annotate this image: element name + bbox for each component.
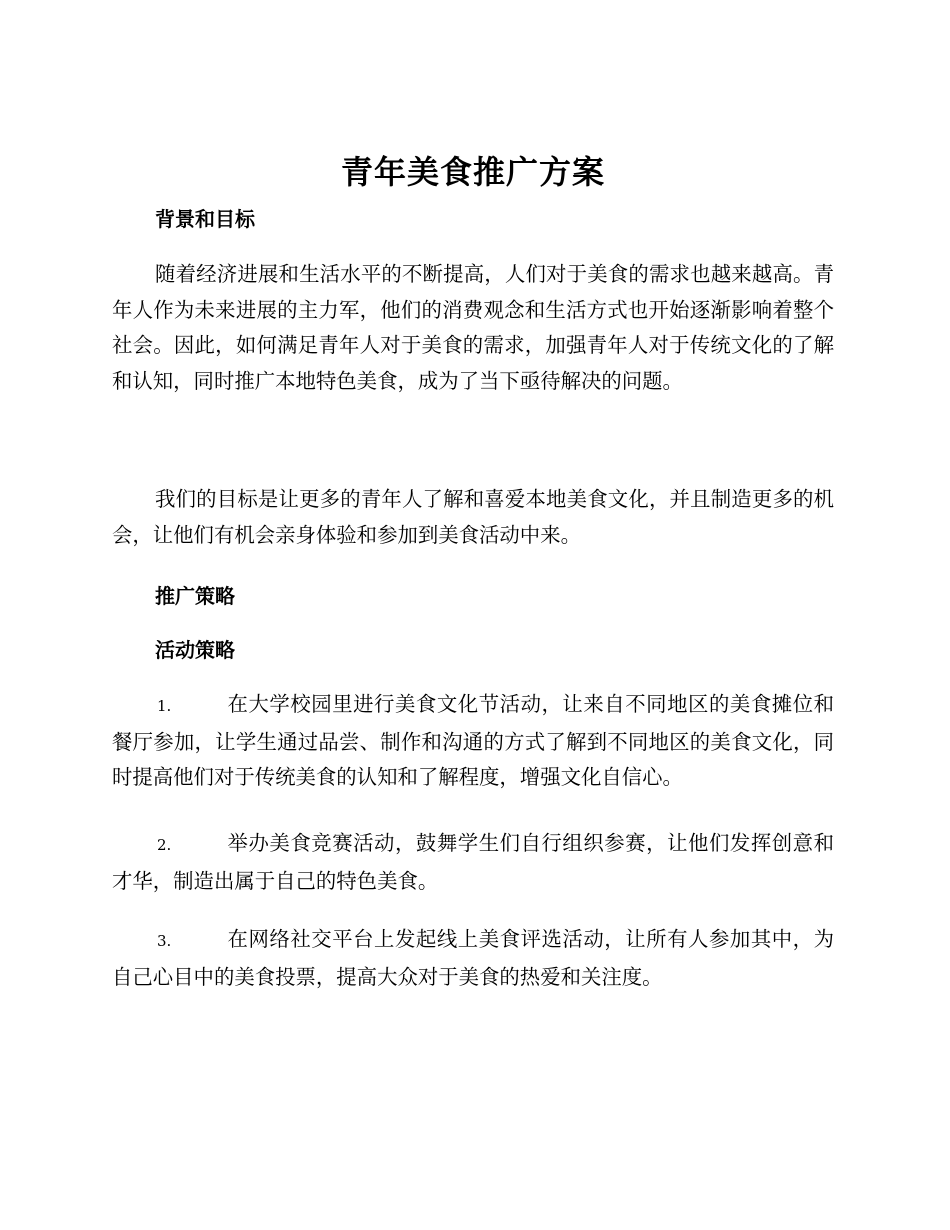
paragraph-goal: 我们的目标是让更多的青年人了解和喜爱本地美食文化，并且制造更多的机会，让他们有机会亲身体验和参加到美食活动中来。	[112, 487, 834, 547]
activity-item	[112, 922, 834, 995]
activity-text: 在大学校园里进行美食文化节活动，让来自不同地区的美食摊位和餐厅参加，让学生通过品尝、制作和沟通的方式了解到不同地区的美食文化，同时提高他们对于传统美食的认知和了解程度，增强文化自信心。	[112, 692, 834, 789]
activity-number: 2.	[157, 836, 172, 854]
activity-number: 3.	[157, 932, 172, 950]
section-heading-strategy: 推广策略	[155, 584, 235, 608]
activity-text: 在网络社交平台上发起线上美食评选活动，让所有人参加其中，为自己心目中的美食投票，提高大众对于美食的热爱和关注度。	[112, 927, 834, 989]
section-heading-background: 背景和目标	[155, 207, 255, 231]
activity-number: 1.	[157, 697, 172, 715]
document-title: 青年美食推广方案	[340, 153, 605, 191]
activity-item	[112, 687, 834, 796]
paragraph-background: 随着经济进展和生活水平的不断提高，人们对于美食的需求也越来越高。青年人作为未来进展的主力军，他们的消费观念和生活方式也开始逐渐影响着整个社会。因此，如何满足青年人对于美食的需求，加强青年人对于传统文化的了解和认知，同时推广本地特色美食，成为了当下亟待解决的问题。	[112, 262, 834, 393]
activity-item	[112, 826, 834, 899]
section-heading-activity: 活动策略	[155, 638, 235, 662]
activity-text: 举办美食竞赛活动，鼓舞学生们自行组织参赛，让他们发挥创意和才华，制造出属于自己的特色美食。	[112, 831, 834, 893]
